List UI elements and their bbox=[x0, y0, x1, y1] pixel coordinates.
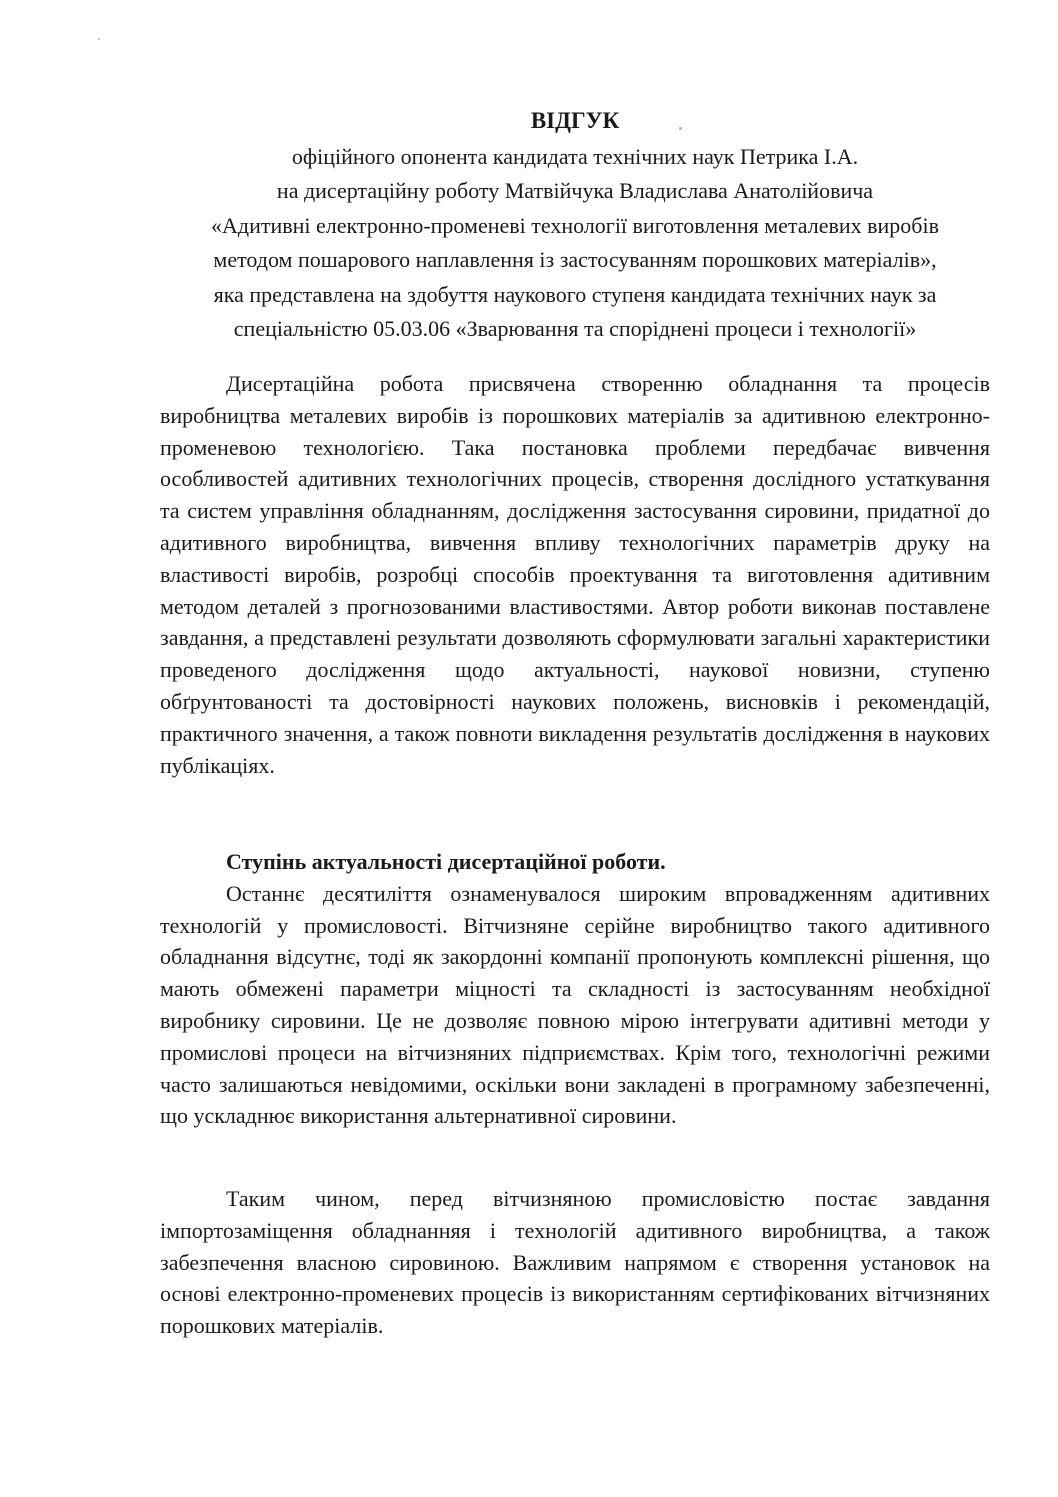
header-line-specialty: спеціальністю 05.03.06 «Зварювання та споріднені процеси і технології» bbox=[233, 316, 917, 341]
header-line-degree: яка представлена на здобуття наукового ступеня кандидата технічних наук за bbox=[213, 281, 937, 307]
header-line-dissertation-title-1: «Адитивні електронно-променеві технології виготовлення металевих виробів bbox=[210, 212, 940, 238]
section-heading: Ступінь актуальності дисертаційної роботи. bbox=[226, 849, 666, 874]
intro-paragraph: Дисертаційна робота присвячена створенню обладнання та процесів виробництва металевих виробів із порошкових матеріалів за адитивною електронно-променевою технологією. Така постановка проблеми передбачає вивчення особливостей адитивних технологічних процесів, створення дослідного устаткування та систем управління обладнанням, дослідження застосування сировини, придатної до адитивного виробництва, вивчення впливу технологічних параметрів друку на властивості виробів, розробці способів проектування та виготовлення адитивним методом деталей з прогнозованими властивостями. Автор роботи виконав поставлене завдання, а представлені результати дозволяють сформулювати загальні характеристики проведеного дослідження щодо актуальності, наукової новизни, ступеню обґрунтованості та достовірності наукових положень, висновків і рекомендацій, практичного значення, а також повноти викладення результатів дослідження в наукових публікаціях. bbox=[160, 371, 990, 778]
intro-block bbox=[160, 368, 990, 781]
closing-block bbox=[160, 1183, 990, 1342]
header-line-dissertation-title-2: методом пошарового наплавлення із застосуванням порошкових матеріалів», bbox=[213, 247, 937, 272]
document-title: ВІДГУК bbox=[530, 108, 620, 133]
scan-speck bbox=[98, 38, 100, 40]
document-header bbox=[150, 104, 1000, 347]
header-line-opponent: офіційного опонента кандидата технічних наук Петрика І.А. bbox=[291, 143, 859, 169]
header-line-dissertation-author: на дисертаційну роботу Матвійчука Владислава Анатолійовича bbox=[276, 178, 874, 203]
relevance-section bbox=[160, 846, 990, 1132]
section-paragraph: Останнє десятиліття ознаменувалося широким впровадженням адитивних технологій у промисловості. Вітчизняне серійне виробництво такого адитивного обладнання відсутнє, тоді як закордонні компанії пропонують комплексні рішення, що мають обмежені параметри міцності та складності із застосуванням необхідної виробнику сировини. Це не дозволяє повною мірою інтегрувати адитивні методи у промислові процеси на вітчизняних підприємствах. Крім того, технологічні режими часто залишаються невідомими, оскільки вони закладені в програмному забезпеченні, що ускладнює використання альтернативної сировини. bbox=[160, 880, 990, 1129]
closing-paragraph: Таким чином, перед вітчизняною промисловістю постає завдання імпортозаміщення обладнанняя і технологій адитивного виробництва, а також забезпечення власною сировиною. Важливим напрямом є створення установок на основі електронно-променевих процесів із використанням сертифікованих вітчизняних порошкових матеріалів. bbox=[160, 1186, 990, 1339]
